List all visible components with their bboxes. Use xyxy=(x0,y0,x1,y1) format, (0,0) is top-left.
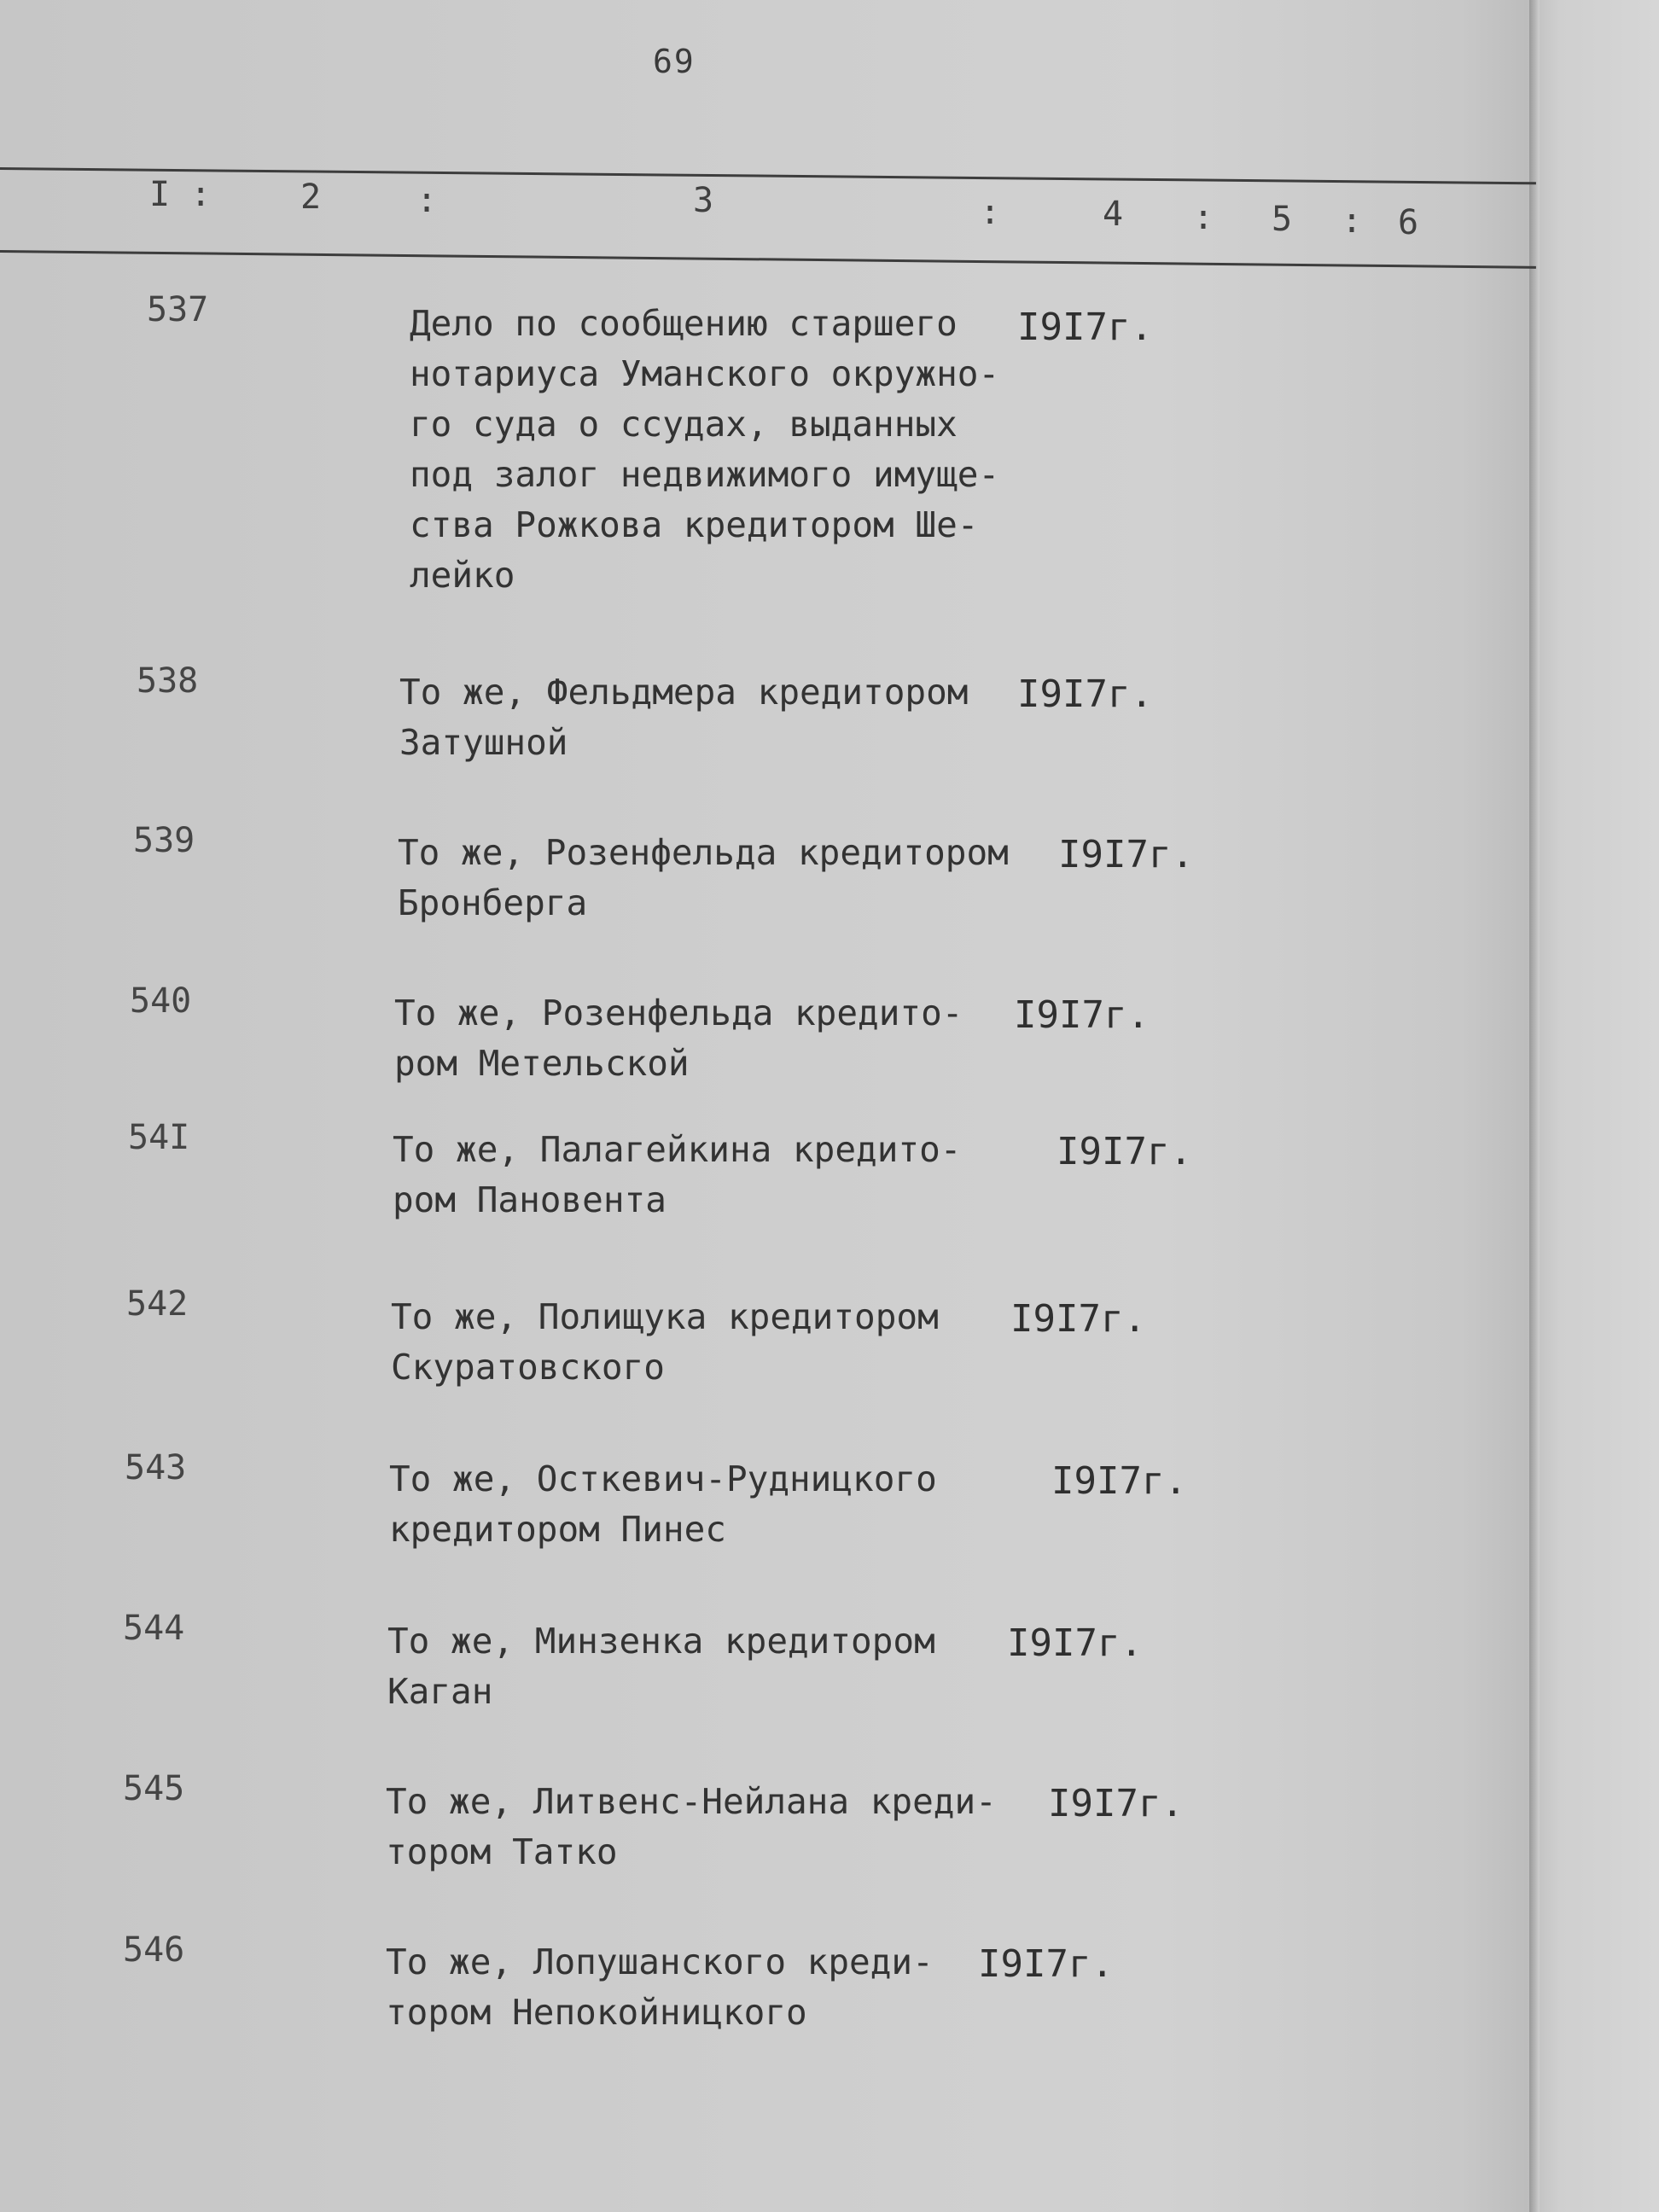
entry-number: 545 xyxy=(123,1769,185,1808)
entry-date: I9I7г. xyxy=(1017,672,1153,716)
column-separator: : xyxy=(416,181,438,220)
column-header-3: 3 xyxy=(693,181,714,220)
entry-date: I9I7г. xyxy=(978,1942,1114,1986)
entry-description: То же, Розенфельда кредито- ром Метельской xyxy=(394,992,963,1084)
entry-description: То же, Осткевич-Рудницкого кредитором Пинес xyxy=(389,1458,937,1550)
entry-date: I9I7г. xyxy=(1058,833,1194,876)
entry-number: 54I xyxy=(128,1118,190,1157)
entry-number: 538 xyxy=(137,661,199,701)
entry-description: Дело по сообщению старшего нотариуса Уманского окружно- го суда о ссудах, выданных под залог недвижимого имуще- ства Рожкова кредитором Ше- лейко xyxy=(410,303,1000,596)
column-header-5: 5 xyxy=(1272,200,1293,239)
entry-date: I9I7г. xyxy=(1057,1130,1192,1173)
entry-description: То же, Лопушанского креди- тором Непокойницкого xyxy=(386,1941,934,2033)
entry-description: То же, Полищука кредитором Скуратовского xyxy=(391,1296,939,1388)
column-header-4: 4 xyxy=(1103,195,1124,234)
header-rule-bottom xyxy=(0,250,1536,269)
entry-description: То же, Палагейкина кредито- ром Пановента xyxy=(393,1129,962,1220)
page-number: 69 xyxy=(653,43,696,80)
entry-description: То же, Литвенс-Нейлана креди- тором Татко xyxy=(386,1781,997,1872)
entry-date: I9I7г. xyxy=(1048,1782,1184,1825)
entry-date: I9I7г. xyxy=(1014,993,1150,1037)
entry-description: То же, Розенфельда кредитором Бронберга xyxy=(398,832,1009,923)
entry-date: I9I7г. xyxy=(1010,1297,1146,1341)
column-separator: : xyxy=(1193,198,1214,237)
entry-date: I9I7г. xyxy=(1051,1459,1187,1503)
header-rule-top xyxy=(0,167,1536,184)
column-header-6: 6 xyxy=(1398,203,1419,242)
entry-description: То же, Минзенка кредитором Каган xyxy=(387,1621,935,1712)
entry-number: 539 xyxy=(133,821,195,860)
entry-number: 543 xyxy=(125,1448,187,1487)
page-fold xyxy=(1529,0,1540,2212)
column-separator: : xyxy=(1342,201,1363,241)
entry-number: 537 xyxy=(147,290,209,329)
column-header-2: 2 xyxy=(300,178,322,217)
entry-number: 544 xyxy=(123,1609,185,1648)
entry-number: 542 xyxy=(126,1284,189,1324)
entry-number: 540 xyxy=(130,981,192,1021)
entry-number: 546 xyxy=(123,1930,185,1970)
entry-date: I9I7г. xyxy=(1007,1621,1143,1665)
column-header-1: I : xyxy=(149,175,212,214)
column-separator: : xyxy=(980,193,1001,232)
entry-date: I9I7г. xyxy=(1017,306,1153,349)
entry-description: То же, Фельдмера кредитором Затушной xyxy=(399,672,969,763)
